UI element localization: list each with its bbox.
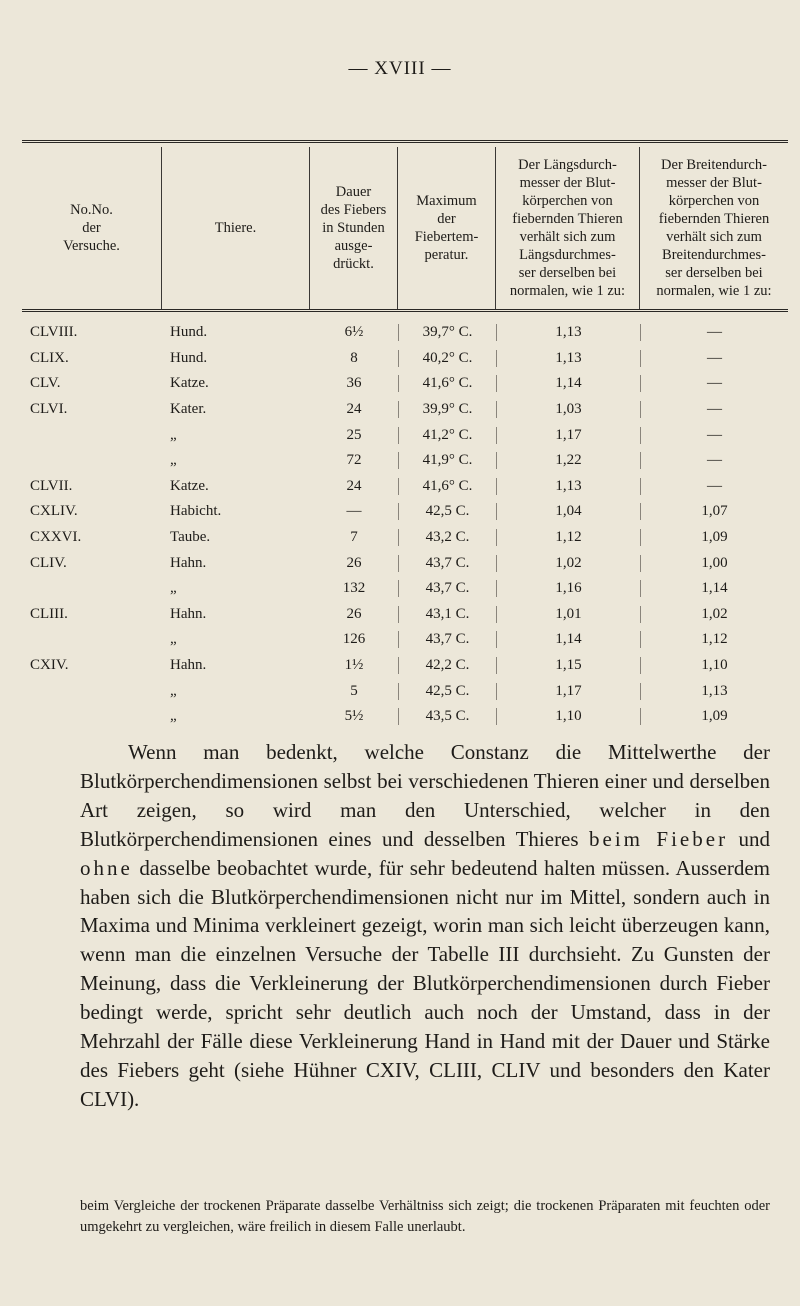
table-cell: 1,07 (640, 503, 788, 520)
header-line: ser derselben bei (665, 265, 763, 281)
header-line: der (82, 220, 101, 236)
table-cell: CXXVI. (30, 529, 82, 546)
table-row (22, 678, 788, 704)
data-table (22, 140, 788, 730)
table-cell: 6½ (344, 324, 364, 341)
header-line: verhält sich zum (666, 229, 762, 245)
table-cell: — (640, 401, 788, 418)
table-cell: — (640, 452, 788, 469)
table-cell: — (640, 375, 788, 392)
table-row (22, 525, 788, 551)
header-line: fiebernden Thieren (512, 211, 623, 227)
table-cell: 40,2° C. (398, 350, 496, 367)
table-cell: 5 (350, 682, 358, 699)
header-line: fiebernden Thieren (658, 211, 770, 227)
table-cell: 42,2 C. (398, 657, 496, 674)
header-line: Fiebertem- (414, 229, 479, 245)
header-cell-5 (640, 147, 788, 309)
table-cell: 1,15 (496, 657, 640, 674)
table-cell: 43,1 C. (398, 606, 496, 623)
table-cell: „ (170, 708, 177, 725)
body-text-part3: dasselbe beobachtet wurde, für sehr bedeutend halten müssen. Ausserdem haben sich die Blutkörperchendimensionen nicht nur im Mittel, sondern auch in Maxima und Minima verkleinert gezeigt, worin man sich leicht überzeugen kann, wenn man die einzelnen Versuche der Tabelle III durchsieht. Zu Gunsten der Meinung, dass die Verkleinerung der Blutkörperchendimensionen durch Fieber bedingt werde, spricht sehr deutlich auch noch der Umstand, dass in der Mehrzahl der Fälle diese Verkleinerung Hand in Hand mit der Dauer und Stärke des Fiebers geht (siehe Hühner CXIV, CLIII, CLIV und besonders den Kater CLVI). (80, 855, 771, 1111)
table-cell: 1,00 (640, 555, 788, 572)
table-cell: 1,04 (496, 503, 640, 520)
table-cell: 5½ (344, 708, 364, 725)
table-cell: 43,7 C. (398, 580, 496, 597)
header-cell-0 (22, 147, 162, 309)
header-line: messer der Blut- (666, 175, 762, 191)
header-line: normalen, wie 1 zu: (509, 283, 626, 299)
table-cell: 1,17 (496, 427, 640, 444)
header-line: verhält sich zum (519, 229, 616, 245)
table-cell: 43,7 C. (398, 631, 496, 648)
table-cell: 1,13 (496, 350, 640, 367)
table-cell: „ (170, 631, 177, 648)
header-line: ser derselben bei (518, 265, 617, 281)
table-row (22, 448, 788, 474)
body-text-part2: und (738, 826, 771, 851)
header-cell-4 (496, 147, 640, 309)
table-cell: „ (170, 426, 177, 443)
table-cell: — (640, 427, 788, 444)
table-cell: 1,12 (496, 529, 640, 546)
table-cell: 1½ (344, 657, 364, 674)
table-cell: Hahn. (170, 657, 207, 674)
header-cell-2 (310, 147, 398, 309)
table-row (22, 550, 788, 576)
table-cell: 43,7 C. (398, 555, 496, 572)
table-cell: 72 (346, 452, 362, 469)
table-cell: 26 (346, 554, 362, 571)
footnote: beim Vergleiche der trockenen Präparate dasselbe Verhältniss sich zeigt; die trockenen Präparaten mit feuchten oder umgekehrt zu vergleichen, wäre freilich in diesem Falle unerlaubt. (80, 1198, 770, 1235)
header-line: Thiere. (214, 220, 257, 236)
table-row (22, 704, 788, 730)
table-row (22, 422, 788, 448)
table-cell: CLIX. (30, 349, 69, 366)
header-line: peratur. (424, 247, 469, 263)
table-cell: — (346, 503, 362, 520)
table-row (22, 397, 788, 423)
table-cell: 1,14 (496, 375, 640, 392)
table-cell: 1,16 (496, 580, 640, 597)
header-line: Längsdurchmes- (519, 247, 616, 263)
header-line: ausge- (334, 238, 373, 254)
table-cell: Taube. (170, 529, 211, 546)
table-cell: 42,5 C. (398, 503, 496, 520)
body-paragraph (80, 738, 770, 1114)
table-cell: Hahn. (170, 554, 207, 571)
table-cell: „ (170, 580, 177, 597)
table-cell: CLVII. (30, 477, 73, 494)
table-cell: 1,10 (640, 657, 788, 674)
header-line: Breitendurchmes- (662, 247, 766, 263)
header-line: körperchen von (668, 193, 760, 209)
header-line: Maximum (416, 193, 477, 209)
table-row (22, 346, 788, 372)
table-header (22, 147, 788, 312)
table-row (22, 499, 788, 525)
table-cell: 7 (350, 529, 358, 546)
table-cell: 41,6° C. (398, 478, 496, 495)
page-header: — XVIII — (348, 58, 452, 79)
table-cell: CLIII. (30, 605, 68, 622)
table-cell: 126 (342, 631, 366, 648)
header-line: Der Längsdurch- (518, 157, 617, 173)
table-cell: 1,12 (640, 631, 788, 648)
table-cell: 41,6° C. (398, 375, 496, 392)
table-cell: 1,14 (496, 631, 640, 648)
table-row (22, 602, 788, 628)
header-line: der (437, 211, 456, 227)
table-cell: 1,02 (496, 555, 640, 572)
table-cell: 24 (346, 477, 362, 494)
table-cell: 1,13 (496, 478, 640, 495)
table-cell: 41,2° C. (398, 427, 496, 444)
header-line: Versuche. (63, 238, 120, 254)
table-body (22, 320, 788, 730)
table-cell: „ (170, 452, 177, 469)
table-cell: CLV. (30, 375, 61, 392)
table-cell: CLVIII. (30, 324, 78, 341)
table-cell: 1,14 (640, 580, 788, 597)
table-cell: 1,17 (496, 683, 640, 700)
table-cell: 39,9° C. (398, 401, 496, 418)
table-cell: CLIV. (30, 554, 67, 571)
header-cell-3 (398, 147, 496, 309)
table-cell: 1,10 (496, 708, 640, 725)
table-cell: 43,2 C. (398, 529, 496, 546)
table-cell: CXLIV. (30, 503, 78, 520)
emphasis-ohne: ohne (80, 855, 133, 880)
table-row (22, 653, 788, 679)
table-cell: 26 (346, 605, 362, 622)
table-cell: 8 (350, 349, 358, 366)
header-line: des Fiebers (320, 202, 387, 218)
table-cell: Habicht. (170, 503, 222, 520)
table-cell: Kater. (170, 401, 207, 418)
header-line: drückt. (333, 256, 374, 272)
table-cell: 1,03 (496, 401, 640, 418)
header-line: No.No. (70, 202, 113, 218)
header-line: messer der Blut- (519, 175, 616, 191)
header-line: körperchen von (522, 193, 613, 209)
table-cell: 1,09 (640, 708, 788, 725)
table-cell: Hund. (170, 324, 208, 341)
emphasis-beim-fieber: beim Fieber (589, 826, 729, 851)
table-cell: Katze. (170, 375, 209, 392)
header-line: Der Breitendurch- (661, 157, 767, 173)
table-row (22, 371, 788, 397)
table-cell: — (640, 478, 788, 495)
table-cell: 132 (342, 580, 366, 597)
table-cell: „ (170, 682, 177, 699)
table-top-rule (22, 140, 788, 147)
header-cell-1 (162, 147, 310, 309)
header-line: normalen, wie 1 zu: (656, 283, 772, 299)
table-cell: 1,22 (496, 452, 640, 469)
table-cell: Hund. (170, 349, 208, 366)
header-line: Dauer (335, 184, 372, 200)
table-cell: — (640, 350, 788, 367)
table-cell: 39,7° C. (398, 324, 496, 341)
table-row (22, 320, 788, 346)
table-row (22, 576, 788, 602)
table-cell: CXIV. (30, 657, 69, 674)
table-cell: 1,13 (496, 324, 640, 341)
table-cell: 36 (346, 375, 362, 392)
table-cell: 42,5 C. (398, 683, 496, 700)
table-cell: 1,09 (640, 529, 788, 546)
table-cell: Katze. (170, 477, 209, 494)
table-row (22, 474, 788, 500)
table-cell: 41,9° C. (398, 452, 496, 469)
table-cell: 24 (346, 401, 362, 418)
table-cell: CLVI. (30, 401, 68, 418)
body-text-part1: Wenn man bedenkt, welche Constanz die Mittelwerthe der Blutkörperchendimensionen selbst bei verschiedenen Thieren einer und derselben Art zeigen, so wird man den Unterschied, welcher in den Blutkörperchendimensionen eines und desselben Thieres (80, 740, 770, 851)
table-cell: 43,5 C. (398, 708, 496, 725)
table-cell: 1,02 (640, 606, 788, 623)
header-line: in Stunden (322, 220, 385, 236)
table-row (22, 627, 788, 653)
table-cell: 1,01 (496, 606, 640, 623)
table-cell: 1,13 (640, 683, 788, 700)
table-cell: 25 (346, 426, 362, 443)
table-cell: Hahn. (170, 605, 207, 622)
table-cell: — (640, 324, 788, 341)
